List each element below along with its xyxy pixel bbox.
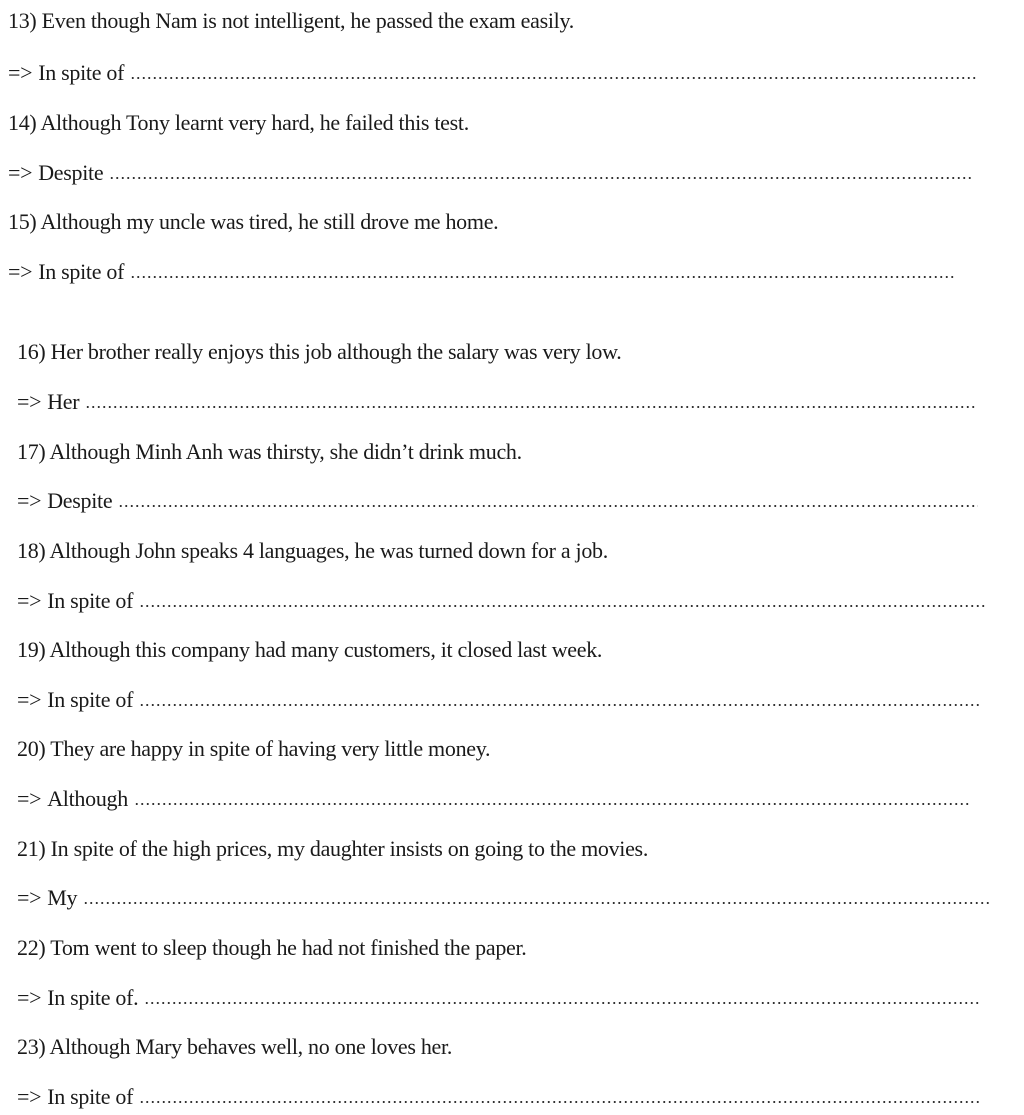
answer-line[interactable] [8, 259, 954, 285]
arrow-marker: => [17, 1084, 42, 1109]
answer-blank[interactable] [134, 786, 970, 806]
question-text [17, 1034, 452, 1060]
answer-stem: In spite of [47, 588, 134, 613]
question-sentence: In spite of the high prices, my daughter insists on going to the movies. [50, 836, 649, 861]
arrow-marker: => [17, 588, 42, 613]
question-text [17, 637, 602, 663]
question-text [17, 736, 490, 762]
question-number: 21) [17, 836, 46, 861]
answer-blank[interactable] [118, 488, 978, 508]
question-sentence: Although Mary behaves well, no one loves her. [49, 1034, 453, 1059]
answer-blank[interactable] [83, 885, 989, 905]
question-sentence: Although John speaks 4 languages, he was turned down for a job. [49, 538, 608, 563]
question-text [8, 209, 498, 235]
answer-line[interactable] [17, 985, 980, 1011]
answer-line[interactable] [17, 786, 970, 812]
question-number: 18) [17, 538, 46, 563]
question-number: 19) [17, 637, 46, 662]
question-sentence: Although Tony learnt very hard, he failed this test. [40, 110, 469, 135]
question-sentence: Although Minh Anh was thirsty, she didn’t drink much. [49, 439, 522, 464]
answer-stem: Although [47, 786, 128, 811]
answer-stem: In spite of. [47, 985, 139, 1010]
answer-stem: Her [47, 389, 80, 414]
question-sentence: Even though Nam is not intelligent, he passed the exam easily. [41, 8, 574, 33]
answer-stem: In spite of [38, 60, 125, 85]
arrow-marker: => [17, 985, 42, 1010]
answer-line[interactable] [17, 389, 975, 415]
question-sentence: Although this company had many customers, it closed last week. [49, 637, 603, 662]
answer-stem: My [47, 885, 78, 910]
answer-line[interactable] [17, 1084, 979, 1110]
question-text [8, 8, 574, 34]
answer-stem: In spite of [47, 1084, 134, 1109]
arrow-marker: => [17, 885, 42, 910]
question-number: 22) [17, 935, 46, 960]
answer-blank[interactable] [139, 588, 985, 608]
answer-line[interactable] [17, 687, 979, 713]
question-sentence: Her brother really enjoys this job although the salary was very low. [50, 339, 622, 364]
answer-line[interactable] [17, 588, 985, 614]
arrow-marker: => [17, 687, 42, 712]
question-text [17, 935, 527, 961]
answer-line[interactable] [8, 60, 976, 86]
question-text [17, 439, 522, 465]
question-number: 17) [17, 439, 46, 464]
answer-blank[interactable] [130, 259, 954, 279]
answer-stem: In spite of [38, 259, 125, 284]
answer-blank[interactable] [144, 985, 980, 1005]
question-number: 16) [17, 339, 46, 364]
answer-stem: Despite [47, 488, 113, 513]
arrow-marker: => [8, 160, 33, 185]
arrow-marker: => [8, 259, 33, 284]
question-sentence: Tom went to sleep though he had not finished the paper. [50, 935, 527, 960]
answer-blank[interactable] [85, 389, 975, 409]
arrow-marker: => [8, 60, 33, 85]
question-text [8, 110, 469, 136]
question-sentence: Although my uncle was tired, he still drove me home. [40, 209, 499, 234]
question-number: 23) [17, 1034, 46, 1059]
answer-blank[interactable] [139, 687, 979, 707]
question-number: 20) [17, 736, 46, 761]
answer-stem: In spite of [47, 687, 134, 712]
arrow-marker: => [17, 786, 42, 811]
answer-blank[interactable] [139, 1084, 979, 1104]
answer-blank[interactable] [130, 60, 976, 80]
question-number: 13) [8, 8, 37, 33]
question-number: 15) [8, 209, 37, 234]
question-text [17, 339, 621, 365]
question-sentence: They are happy in spite of having very little money. [50, 736, 491, 761]
answer-line[interactable] [8, 160, 971, 186]
answer-line[interactable] [17, 885, 989, 911]
answer-line[interactable] [17, 488, 978, 514]
answer-stem: Despite [38, 160, 104, 185]
question-number: 14) [8, 110, 37, 135]
arrow-marker: => [17, 389, 42, 414]
question-text [17, 836, 648, 862]
question-text [17, 538, 608, 564]
answer-blank[interactable] [109, 160, 971, 180]
arrow-marker: => [17, 488, 42, 513]
